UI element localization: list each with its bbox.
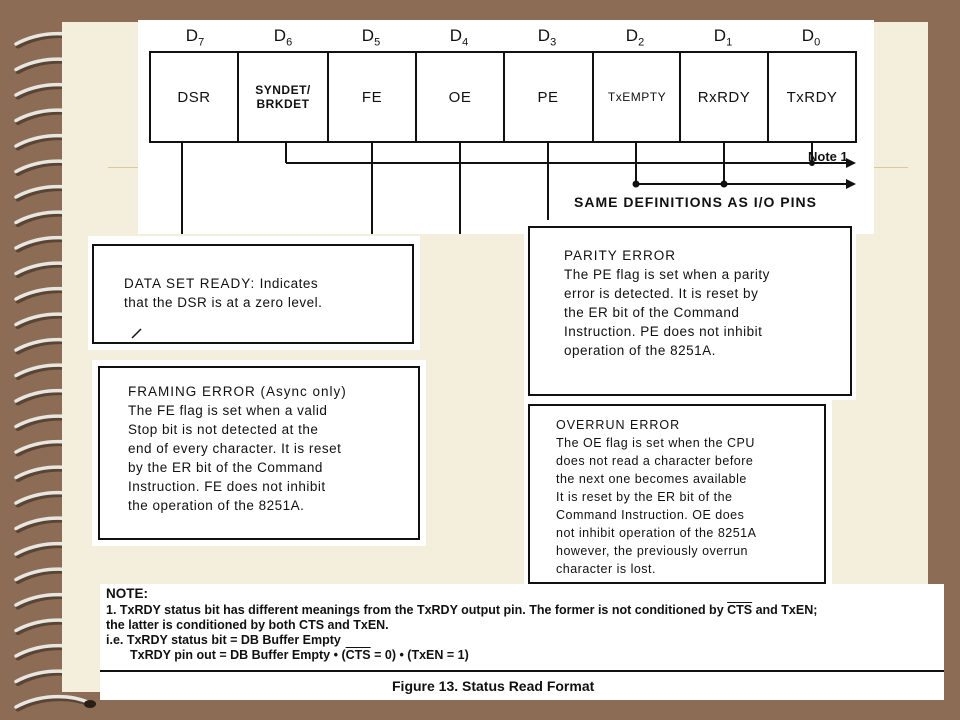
note-divider — [100, 670, 944, 672]
pe-title: PARITY ERROR — [564, 248, 677, 263]
pe-line: operation of the 8251A. — [564, 343, 716, 358]
field-syndet-brkdet: SYNDET/ BRKDET — [255, 83, 311, 111]
note-heading: NOTE: — [106, 586, 148, 601]
field-fe: FE — [361, 88, 383, 106]
field-oe: OE — [448, 88, 472, 106]
oe-title: OVERRUN ERROR — [556, 418, 681, 432]
field-txempty: TxEMPTY — [607, 90, 667, 104]
dsr-line: that the DSR is at a zero level. — [124, 295, 323, 310]
oe-line: character is lost. — [556, 562, 657, 576]
note-line-1: 1. TxRDY status bit has different meanings from the TxRDY output pin. The former is not conditioned by $\overline{CTS}$ and TxEN; — [106, 603, 818, 617]
note-line-2: the latter is conditioned by both CTS and TxEN. — [106, 618, 389, 632]
pen-mark — [130, 326, 144, 340]
dsr-description-box — [92, 244, 414, 344]
oe-line: It is reset by the ER bit of the — [556, 490, 733, 504]
pe-line: Instruction. PE does not inhibit — [564, 324, 763, 339]
note-line-4: TxRDY pin out = DB Buffer Empty • $(\overline{CTS} = 0)$ • (TxEN = 1) — [130, 648, 469, 662]
oe-line: does not read a character before — [556, 454, 754, 468]
bit-label-d4: $D_4$ — [449, 26, 469, 49]
field-rxrdy: RxRDY — [697, 88, 751, 106]
dsr-description-panel — [88, 236, 420, 350]
note-line-3: i.e. TxRDY status bit = DB Buffer Empty — [106, 633, 341, 647]
fe-line: Stop bit is not detected at the — [128, 422, 319, 437]
bit-label-d5: $D_5$ — [361, 26, 381, 49]
oe-line: The OE flag is set when the CPU — [556, 436, 755, 450]
oe-description-box — [528, 404, 826, 584]
same-definitions-label: SAME DEFINITIONS AS I/O PINS — [574, 194, 817, 210]
note-1-reference: Note 1 — [808, 149, 848, 164]
fe-line: The FE flag is set when a valid — [128, 403, 328, 418]
dsr-title: DATA SET READY: — [124, 276, 256, 291]
field-pe: PE — [537, 88, 559, 106]
dsr-line: Indicates — [259, 276, 319, 291]
status-register-diagram — [138, 20, 874, 234]
pe-line: error is detected. It is reset by — [564, 286, 759, 301]
bit-label-d6: $D_6$ — [273, 26, 293, 49]
bit-label-d0: $D_0$ — [801, 26, 821, 49]
fe-description-box — [98, 366, 420, 540]
bit-label-d3: $D_3$ — [537, 26, 557, 49]
fe-description-panel — [92, 360, 426, 546]
fe-line: by the ER bit of the Command — [128, 460, 323, 475]
pe-line: The PE flag is set when a parity — [564, 267, 770, 282]
fe-line: end of every character. It is reset — [128, 441, 342, 456]
figure-caption: Figure 13. Status Read Format — [392, 678, 595, 694]
oe-line: the next one becomes available — [556, 472, 747, 486]
field-dsr: DSR — [177, 88, 211, 106]
fe-line: the operation of the 8251A. — [128, 498, 305, 513]
bit-label-d2: $D_2$ — [625, 26, 645, 49]
fe-title: FRAMING ERROR (Async only) — [128, 384, 347, 399]
bit-label-d7: $D_7$ — [185, 26, 205, 49]
oe-description-panel — [524, 400, 832, 588]
oe-line: not inhibit operation of the 8251A — [556, 526, 757, 540]
pe-description-panel — [524, 222, 856, 400]
pe-line: the ER bit of the Command — [564, 305, 740, 320]
field-txrdy: TxRDY — [786, 88, 838, 106]
pe-description-box — [528, 226, 852, 396]
bit-label-d1: $D_1$ — [713, 26, 733, 49]
oe-line: Command Instruction. OE does — [556, 508, 745, 522]
fe-line: Instruction. FE does not inhibit — [128, 479, 326, 494]
oe-line: however, the previously overrun — [556, 544, 748, 558]
spiral-ring — [16, 697, 96, 709]
